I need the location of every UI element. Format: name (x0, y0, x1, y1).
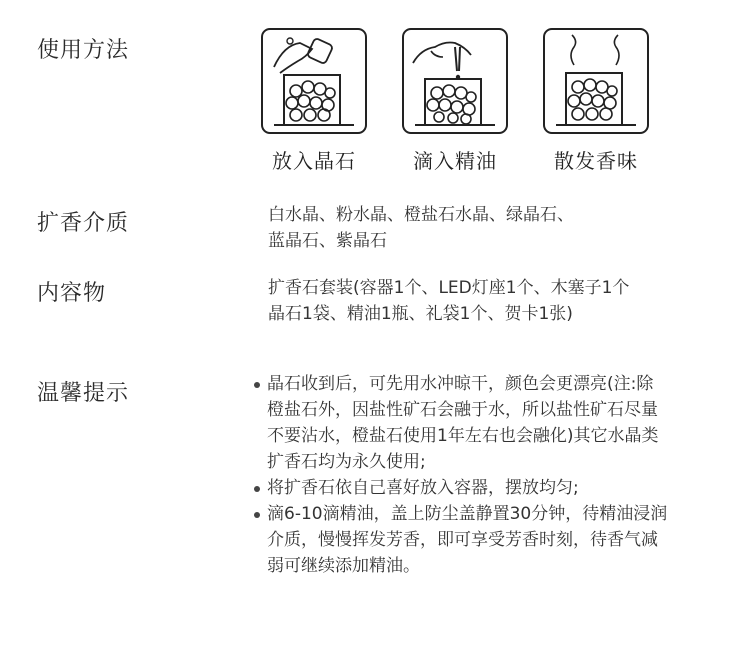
step-caption: 滴入精油 (413, 149, 497, 173)
step-drip-oil (400, 27, 510, 174)
bullet-dot (254, 512, 260, 518)
step-caption: 散发香味 (554, 149, 638, 173)
tip-line: 滴6-10滴精油，盖上防尘盖静置30分钟，待精油浸润 (267, 504, 668, 524)
drip-oil-icon (401, 27, 509, 135)
medium-line: 蓝晶石、紫晶石 (268, 231, 387, 251)
usage-steps (259, 27, 659, 177)
bullet-dot (254, 382, 260, 388)
contents-label: 内容物 (37, 281, 107, 306)
contents-text (268, 275, 629, 327)
medium-label: 扩香介质 (37, 211, 130, 236)
put-crystals-icon (260, 27, 368, 135)
usage-label: 使用方法 (37, 38, 130, 63)
step-put-crystals (259, 27, 369, 174)
bullet-dot (254, 486, 260, 492)
tip-line: 扩香石均为永久使用; (267, 452, 426, 472)
release-scent-icon (542, 27, 650, 135)
contents-line: 晶石1袋、精油1瓶、礼袋1个、贺卡1张) (268, 304, 573, 324)
tip-item (252, 501, 667, 579)
tip-line: 弱可继续添加精油。 (267, 556, 420, 576)
tips-label: 温馨提示 (37, 381, 130, 406)
tip-line: 介质，慢慢挥发芳香，即可享受芳香时刻，待香气减 (267, 530, 658, 550)
medium-text (268, 202, 574, 254)
tip-item (252, 475, 667, 501)
tip-line: 将扩香石依自己喜好放入容器，摆放均匀; (267, 478, 579, 498)
tip-line: 晶石收到后，可先用水冲晾干，颜色会更漂亮(注:除 (267, 374, 654, 394)
contents-line: 扩香石套装(容器1个、LED灯座1个、木塞子1个 (268, 278, 630, 298)
tip-line: 不要沾水，橙盐石使用1年左右也会融化)其它水晶类 (267, 426, 659, 446)
step-release-scent (541, 27, 651, 174)
medium-line: 白水晶、粉水晶、橙盐石水晶、绿晶石、 (268, 205, 574, 225)
step-caption: 放入晶石 (272, 149, 356, 173)
tips-list (252, 371, 667, 579)
tip-item (252, 371, 667, 475)
tip-line: 橙盐石外，因盐性矿石会融于水，所以盐性矿石尽量 (267, 400, 658, 420)
